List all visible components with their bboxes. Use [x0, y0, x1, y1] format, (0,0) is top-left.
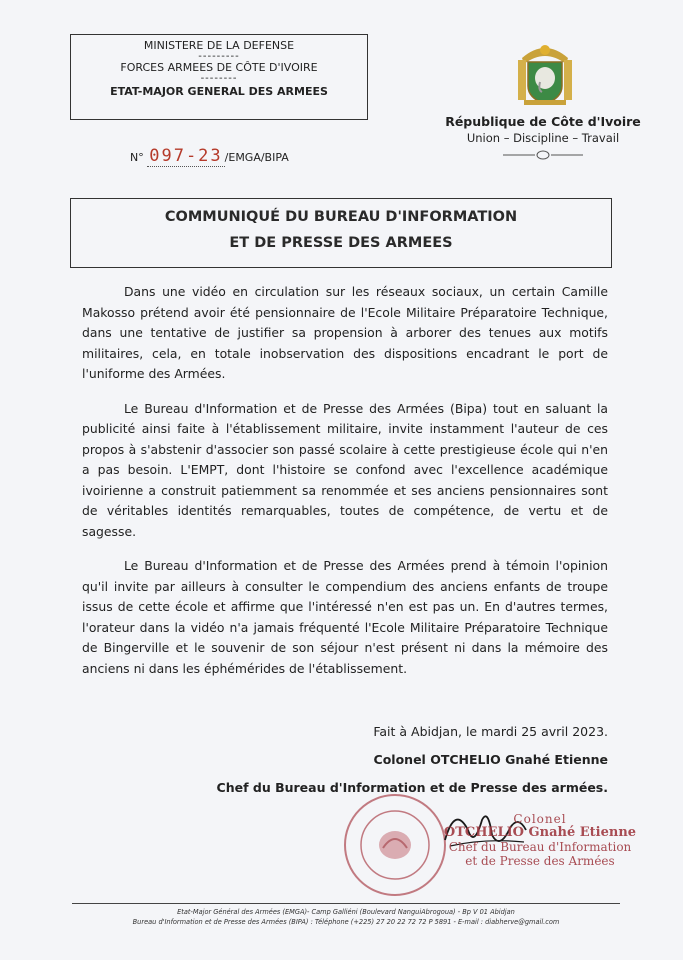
- reference-number: [130, 146, 289, 166]
- stamp-text: [440, 812, 640, 868]
- communique-body: [82, 282, 608, 693]
- signatory-name: Colonel OTCHELIO Gnahé Etienne: [373, 752, 608, 767]
- republic-motto: Union – Discipline – Travail: [466, 131, 620, 145]
- ministry-header-box: [70, 34, 368, 120]
- ministry-name: MINISTERE DE LA DEFENSE: [143, 39, 295, 52]
- communique-title-box: [70, 198, 612, 268]
- stamp-role: Chef du Bureau d'Information: [448, 840, 632, 854]
- official-seal-icon: [335, 790, 455, 900]
- header-separator: ---------: [198, 51, 240, 62]
- signatory-role: Chef du Bureau d'Information et de Presse des armées.: [216, 780, 608, 795]
- forces-name: FORCES ARMEES DE CÔTE D'IVOIRE: [120, 61, 318, 74]
- paragraph: Dans une vidéo en circulation sur les réseaux sociaux, un certain Camille Makosso prétend avoir été pensionnaire de l'Ecole Militaire Préparatoire Technique, dans une tentative de justifier sa propension à arborer des tenues aux motifs militaires, cela, en totale inobservation des dispositions encadrant le port de l'uniforme des Armées.: [82, 284, 608, 381]
- stamp-name: OTCHELIO Gnahé Etienne: [443, 825, 637, 840]
- place-date: Fait à Abidjan, le mardi 25 avril 2023.: [373, 724, 608, 739]
- ornament-icon: [503, 148, 583, 162]
- title-line-2: ET DE PRESSE DES ARMEES: [229, 235, 453, 251]
- reference-suffix: /EMGA/BIPA: [224, 151, 289, 164]
- staff-name: ETAT-MAJOR GENERAL DES ARMEES: [110, 85, 328, 98]
- stamp-role-2: et de Presse des Armées: [465, 854, 615, 868]
- stamp-rank: Colonel: [513, 812, 567, 826]
- footer-contact: Bureau d'Information et de Presse des Armées (BIPA) : Téléphone (+225) 27 20 22 72 72 P 5891 - E-mail : diabherve@gmail.com: [132, 918, 560, 926]
- reference-handwritten-number: 097-23: [149, 146, 223, 166]
- footer: [72, 907, 620, 927]
- title-line-1: COMMUNIQUÉ DU BUREAU D'INFORMATION: [164, 209, 518, 225]
- paragraph: Le Bureau d'Information et de Presse des Armées (Bipa) tout en saluant la publicité ainsi faite à l'établissement militaire, invite instamment l'auteur de ces propos à s'abstenir d'associer son passé scolaire à cette prestigieuse école qui n'en a pas besoin. L'EMPT, dont l'histoire se confond avec l'excellence académique ivoirienne a construit patiemment sa renommée et ses anciens pensionnaires sont de véritables identités remarquables, toutes de compétence, de vertu et de sagesse.: [82, 400, 608, 539]
- republic-block: [428, 114, 658, 166]
- republic-name: République de Côte d'Ivoire: [445, 114, 641, 129]
- reference-prefix: N°: [130, 151, 144, 164]
- paragraph: Le Bureau d'Information et de Presse des Armées prend à témoin l'opinion qu'il invite par ailleurs à consulter le compendium des anciens enfants de troupe issus de cette école et affirme que l'intéressé n'en est pas un. En d'autres termes, l'orateur dans la vidéo n'a jamais fréquenté l'Ecole Militaire Préparatoire Technique de Bingerville et le souvenir de son séjour n'est présent ni dans la mémoire des anciens ni dans les éphémérides de l'établissement.: [82, 558, 608, 676]
- header-separator: --------: [200, 73, 238, 84]
- coat-of-arms-icon: [510, 38, 580, 108]
- footer-address: Etat-Major Général des Armées (EMGA)- Camp Galliéni (Boulevard NanguiAbrogoua) - Bp V 01 Abidjan: [177, 908, 515, 916]
- footer-divider: [72, 903, 620, 904]
